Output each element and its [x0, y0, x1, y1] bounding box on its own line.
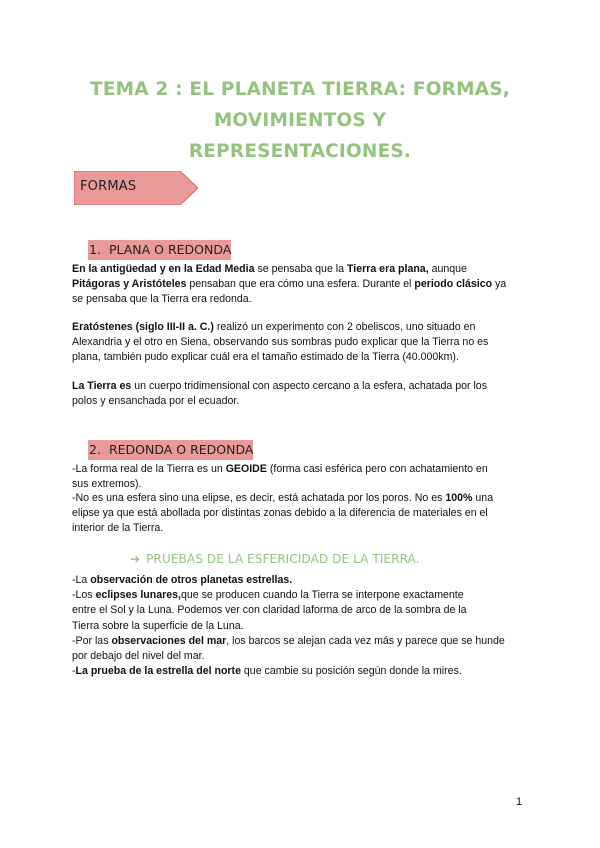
- section-2-paragraph-1: -La forma real de la Tierra es un GEOIDE (forma casi esférica pero con achatamiento en sus extremos).: [72, 463, 488, 491]
- title-line-2: REPRESENTACIONES.: [188, 141, 412, 162]
- proofs-list: -La observación de otros planetas estrellas. -Los eclipses lunares,que se producen cuando la Tierra se interpone exactamente entre el Sol y la Luna. Podemos ver con claridad laforma de arco de la sombra de la Tierra sobre la superficie de la Luna. -Por las observaciones del mar, los barcos se alejan cada vez más y parece que se hunde por debajo del nivel del mar. -La prueba de la estrella del norte que cambie su posición según donde la mires.: [72, 573, 532, 679]
- section-2-heading: [88, 440, 253, 460]
- proofs-subheading-text: PRUEBAS DE LA ESFERICIDAD DE LA TIERRA.: [146, 552, 420, 566]
- tag-label: FORMAS: [80, 179, 137, 194]
- arrow-right-icon: ➔: [130, 552, 141, 566]
- document-title: [60, 74, 540, 167]
- section-2-paragraph-2: -No es una esfera sino una elipse, es decir, está achatada por los poros. No es 100% una elipse ya que está abollada por distintas zonas debido a la diferencia de materiales en el interior de la Tierra.: [72, 492, 494, 535]
- page-number: 1: [516, 796, 523, 808]
- formas-tag: [74, 171, 198, 205]
- title-line-1: TEMA 2 : EL PLANETA TIERRA: FORMAS, MOVIMIENTOS Y: [90, 79, 510, 131]
- section-1-paragraph-2: Eratóstenes (siglo III-II a. C.) realizó un experimento con 2 obeliscos, uno situado en Alexandria y el otro en Siena, observando sus sombras pudo explicar que la Tierra no es plana, también pudo explicar cuál era el tamaño estimado de la Tierra (40.000km).: [72, 321, 489, 364]
- section-1-title: PLANA O REDONDA: [108, 242, 232, 257]
- section-1-paragraph-1: En la antigüedad y en la Edad Media se pensaba que la Tierra era plana, aunque Pitágoras y Aristóteles pensaban que era cómo una esfera. Durante el periodo clásico ya se pensaba que la Tierra era redonda.: [72, 263, 507, 306]
- proof-item: -La prueba de la estrella del norte que cambie su posición según donde la mires.: [72, 665, 462, 678]
- proofs-subheading: [130, 552, 420, 566]
- section-2-title: REDONDA O REDONDA: [108, 442, 254, 457]
- proof-item: -La observación de otros planetas estrellas.: [72, 574, 293, 586]
- proof-item: -Por las observaciones del mar, los barcos se alejan cada vez más y parece que se hunde: [72, 634, 505, 647]
- section-2-number: 2.: [89, 442, 101, 457]
- section-1-number: 1.: [89, 242, 101, 257]
- section-1-heading: [88, 240, 231, 260]
- proof-item: -Los eclipses lunares,que se producen cuando la Tierra se interpone exactamente: [72, 589, 464, 602]
- section-1-paragraph-3: La Tierra es un cuerpo tridimensional con aspecto cercano a la esfera, achatada por los polos y ensanchada por el ecuador.: [72, 380, 487, 408]
